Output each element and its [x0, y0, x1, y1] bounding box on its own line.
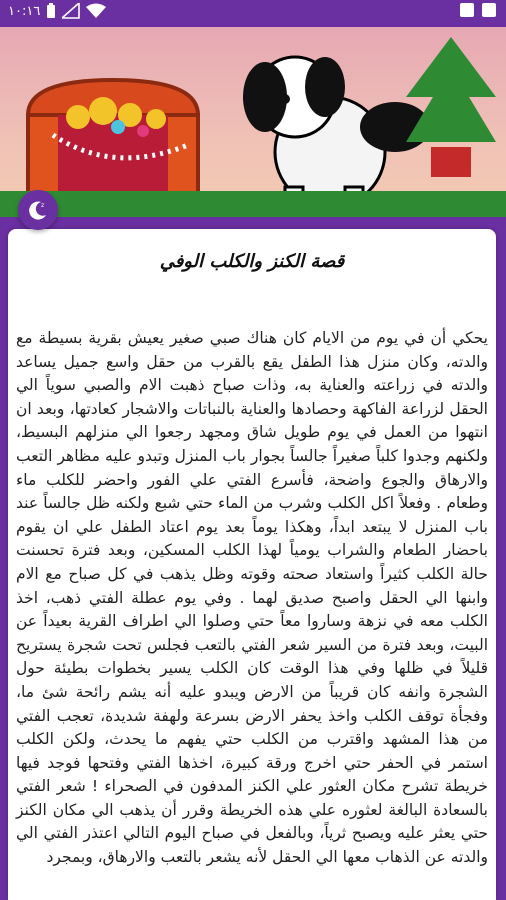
- svg-text:z: z: [41, 202, 45, 209]
- moon-icon: [27, 199, 49, 221]
- status-left: [8, 3, 106, 19]
- notification-a-icon: [460, 3, 474, 17]
- story-header-illustration: [0, 27, 506, 217]
- treasure-chest-image: [18, 75, 208, 195]
- story-body: يحكي أن في يوم من الايام كان هناك صبي صغير يعيش بقرية بسيطة مع والدته، وكان منزل هذا الطفل يقع بالقرب من حقل واسع جميل يساعد والدته في زراعته والعناية به، وذات صباح ذهبت الام والصبي سوياً الي الحقل لزراعة الفاكهة وحصادها والعناية بالنباتات والاشجار كعادتها، وبعد ان انتهوا من العمل في يوم طويل شاق ومجهد رجعوا الي منزلهم البسيط، ولكنهم وجدوا كلباً صغيراً جالساً بجوار باب المنزل وتبدو عليه مظاهر التعب والارهاق والجوع واضحة، فأسرع الفتي علي الفور واحضر للكلب ماء وطعام . وفعلاً اكل الكلب وشرب من الماء حتي شبع ولكنه ظل جالساً عند باب المنزل لا يبتعد ابداً، وهكذا يوماً بعد يوم اعتاد الطفل علي ان يقوم باحضار الطعام والشراب يومياً لهذا الكلب المسكين، وبعد فترة تحسنت حالة الكلب كثيراً واستعاد صحته وقوته وظل يذهب في كل صباح مع الام وابنها الي الحقل واصبح صديق لهما . وفي يوم عطلة الفتي ذهب، اخذ الكلب معه في نزهة وساروا معاً حتي وصلوا الي اطراف القرية بعيداً عن البيت، وبعد فترة من السير شعر الفتي بالتعب فجلس تحت شجرة يستريح قليلاً في ظلها وفي هذا الوقت كان الكلب يسير بخطوات بطيئة حول الشجرة وانفه كان قريباً من الارض ويبدو عليه أنه يشم رائحة شئ ما، وفجأة توقف الكلب واخذ يحفر الارض بسرعة ولهفة شديدة، تعجب الفتي من هذا المشهد واقترب من الكلب حتي يفهم ما يحدث، ولكن الكلب استمر في الحفر حتي اخرج ورقة كبيرة، اخذها الفتي وفتحها فوجد فيها خريطة تشرح مكان العثور علي الكنز المدفون في الصحراء ! شعر الفتي بالسعادة البالغة لعثوره علي هذه الخريطة وقرر أن يذهب الي مكان الكنز حتي يعثر عليه ويصبح ثرياً، وبالفعل في صباح اليوم التالي اعتذر الفتي الي والدته عن الذهاب معها الي الحقل لأنه يشعر بالتعب والارهاق، وبمجرد: [16, 329, 488, 867]
- wifi-icon: [86, 3, 106, 19]
- battery-icon: [46, 3, 56, 19]
- christmas-tree-image: [406, 37, 496, 187]
- clock: ١٠:١٦: [8, 3, 41, 19]
- grass-strip: [0, 191, 506, 217]
- content-area: [0, 217, 506, 900]
- story-title: قصة الكنز والكلب الوفي: [159, 251, 345, 272]
- dog-image: [225, 37, 435, 217]
- story-card: [8, 229, 496, 900]
- signal-icon: [62, 3, 80, 19]
- night-mode-button[interactable]: [18, 190, 58, 230]
- status-bar: [0, 0, 506, 27]
- image-icon: [482, 3, 496, 17]
- status-right: [460, 3, 496, 17]
